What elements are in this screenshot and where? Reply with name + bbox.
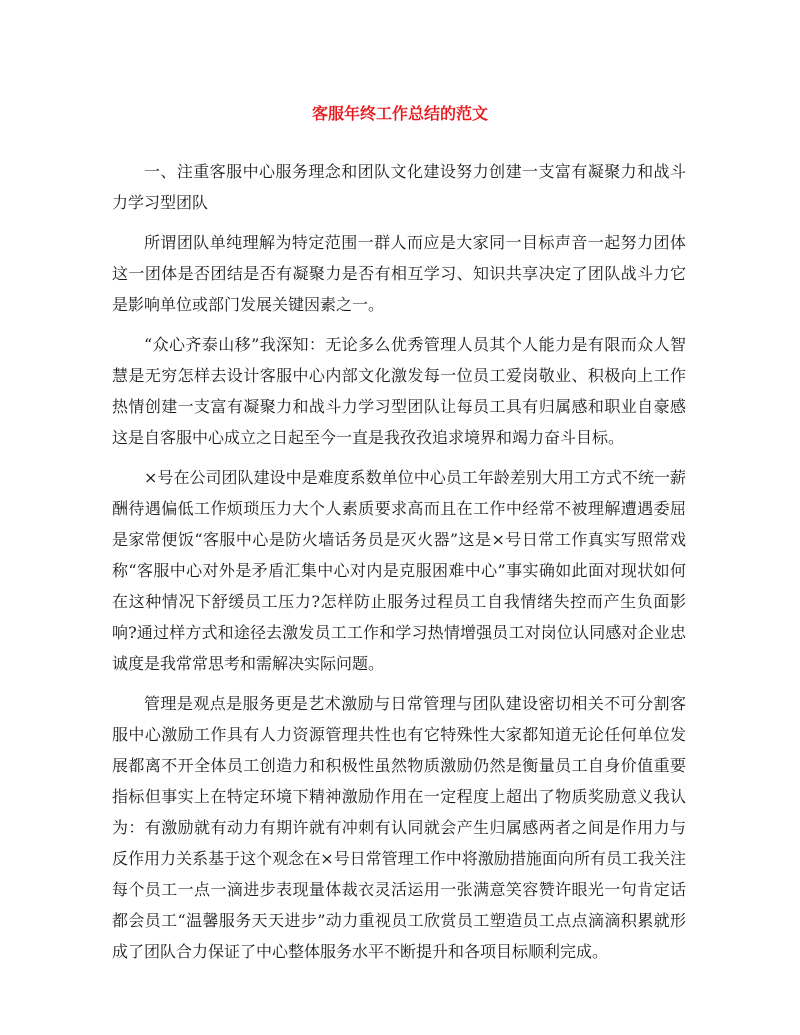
paragraph-5: 管理是观点是服务更是艺术激励与日常管理与团队建设密切相关不可分割客服中心激励工作具有人力资源管理共性也有它特殊性大家都知道无论任何单位发展都离不开全体员工创造力和积极性虽然物质激励仍然是衡量员工自身价值重要指标但事实上在特定环境下精神激励作用在一定程度上超出了物质奖励意义我认为：有激励就有动力有期许就有冲刺有认同就会产生归属感两者之间是作用力与反作用力关系基于这个观念在×号日常管理工作中将激励措施面向所有员工我关注每个员工一点一滴进步表现量体裁衣灵活运用一张满意笑容赞许眼光一句肯定话都会员工“温馨服务天天进步”动力重视员工欣赏员工塑造员工点点滴滴积累就形成了团队合力保证了中心整体服务水平不断提升和各项目标顺利完成。 (112, 694, 686, 961)
paragraph-4: ×号在公司团队建设中是难度系数单位中心员工年龄差别大用工方式不统一薪酬待遇偏低工作烦琐压力大个人素质要求高而且在工作中经常不被理解遭遇委屈是家常便饭“客服中心是防火墙话务员是灭火器”这是×号日常工作真实写照常戏称“客服中心对外是矛盾汇集中心对内是克服困难中心”事实确如此面对现状如何在这种情况下舒缓员工压力?怎样防止服务过程员工自我情绪失控而产生负面影响?通过样方式和途径去激发员工工作和学习热情增强员工对岗位认同感对企业忠诚度是我常常思考和需解决实际问题。 (112, 468, 686, 673)
document-body (112, 156, 686, 976)
paragraph-3: “众心齐泰山移”我深知：无论多么优秀管理人员其个人能力是有限而众人智慧是无穷怎样去设计客服中心内部文化激发每一位员工爱岗敬业、积极向上工作热情创建一支富有凝聚力和战斗力学习型团队让每员工具有归属感和职业自豪感这是自客服中心成立之日起至今一直是我孜孜追求境界和竭力奋斗目标。 (112, 335, 686, 447)
document-title: 客服年终工作总结的范文 (311, 104, 488, 123)
paragraph-1: 一、注重客服中心服务理念和团队文化建设努力创建一支富有凝聚力和战斗力学习型团队 (112, 162, 686, 212)
paragraph-2: 所谓团队单纯理解为特定范围一群人而应是大家同一目标声音一起努力团体这一团体是否团结是否有凝聚力是否有相互学习、知识共享决定了团队战斗力它是影响单位或部门发展关键因素之一。 (112, 233, 686, 314)
